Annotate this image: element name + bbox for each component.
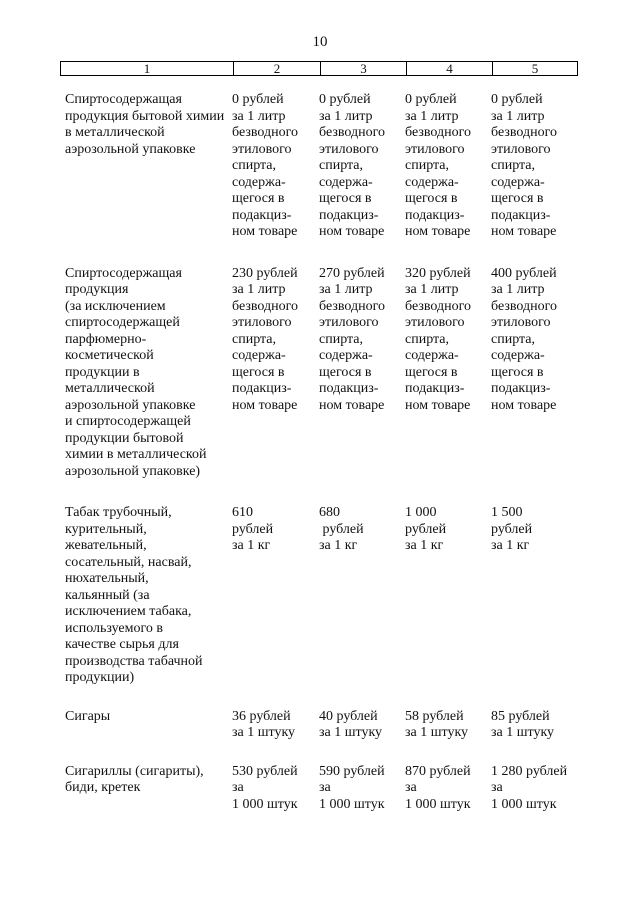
- rate-cell: 36 рублей за 1 штуку: [232, 708, 296, 740]
- page-number: 10: [312, 34, 328, 50]
- rate-cell: 400 рублей за 1 литр безводного этилового спирта, содержа- щегося в подакциз- ном товаре: [491, 265, 557, 413]
- rate-cell: 40 рублей за 1 штуку: [319, 708, 383, 740]
- table-row: [65, 709, 595, 742]
- rate-cell: 680 рублей за 1 кг: [319, 505, 364, 553]
- column-number-3: 3: [320, 62, 406, 75]
- product-name: Спиртосодержащая продукция бытовой химии в металлической аэрозольной упаковке: [65, 92, 225, 157]
- rate-cell: 590 рублей за 1 000 штук: [319, 763, 385, 812]
- product-name: Сигары: [65, 708, 111, 724]
- excise-rate-table: [65, 92, 595, 838]
- rate-cell: 58 рублей за 1 штуку: [405, 708, 469, 740]
- table-row: [65, 764, 595, 814]
- table-row: [65, 92, 595, 241]
- rate-cell: 230 рублей за 1 литр безводного этилового спирта, содержа- щегося в подакциз- ном товаре: [232, 265, 298, 413]
- rate-cell: 610 рублей за 1 кг: [232, 505, 274, 553]
- rate-cell: 0 рублей за 1 литр безводного этилового спирта, содержа- щегося в подакциз- ном товаре: [405, 92, 471, 239]
- rate-cell: 0 рублей за 1 литр безводного этилового спирта, содержа- щегося в подакциз- ном товаре: [491, 92, 557, 239]
- column-number-2: 2: [233, 62, 320, 75]
- rate-cell: 0 рублей за 1 литр безводного этилового спирта, содержа- щегося в подакциз- ном товаре: [319, 92, 385, 239]
- rate-cell: 320 рублей за 1 литр безводного этилового спирта, содержа- щегося в подакциз- ном товаре: [405, 265, 471, 413]
- product-name: Сигариллы (сигариты), биди, кретек: [65, 763, 204, 795]
- product-name: Спиртосодержащая продукция (за исключением спиртосодержащей парфюмерно- косметической продукции в металлической аэрозольной упаковке и спиртосодержащей продукции бытовой химии в металлической аэрозольной упаковке): [65, 265, 207, 479]
- column-number-4: 4: [406, 62, 492, 75]
- rate-cell: 0 рублей за 1 литр безводного этилового спирта, содержа- щегося в подакциз- ном товаре: [232, 92, 298, 239]
- table-row: [65, 505, 595, 687]
- rate-cell: 1 000 рублей за 1 кг: [405, 505, 447, 553]
- rate-cell: 870 рублей за 1 000 штук: [405, 763, 471, 812]
- rate-cell: 530 рублей за 1 000 штук: [232, 763, 298, 812]
- column-number-header: [60, 61, 578, 76]
- table-row: [65, 266, 595, 481]
- column-number-1: 1: [143, 61, 151, 76]
- rate-cell: 1 500 рублей за 1 кг: [491, 505, 533, 553]
- rate-cell: 270 рублей за 1 литр безводного этилового спирта, содержа- щегося в подакциз- ном товаре: [319, 265, 385, 413]
- rate-cell: 1 280 рублей за 1 000 штук: [491, 763, 568, 812]
- product-name: Табак трубочный, курительный, жевательный, сосательный, насвай, нюхательный, кальянный (за исключением табака, используемого в качестве сырья для производства табачной продукции): [65, 505, 203, 685]
- column-number-5: 5: [492, 62, 577, 75]
- rate-cell: 85 рублей за 1 штуку: [491, 708, 555, 740]
